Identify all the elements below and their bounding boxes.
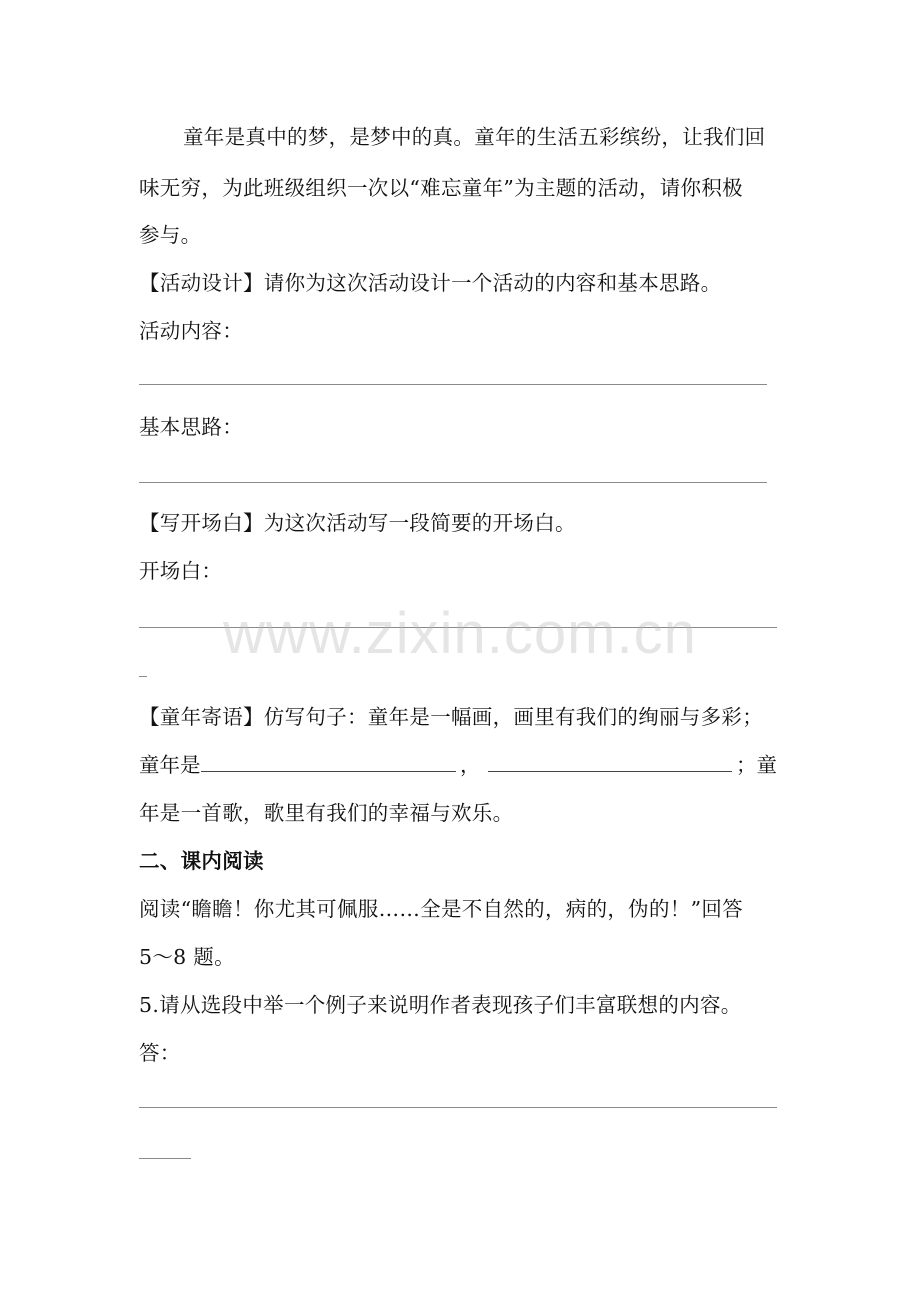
- reading-instruction-line-2: 5～8 题。: [139, 945, 235, 969]
- answer-line[interactable]: [139, 1107, 777, 1108]
- imitation-trail: 童: [756, 753, 777, 777]
- question-5: 5.请从选段中举一个例子来说明作者表现孩子们丰富联想的内容。: [139, 993, 742, 1017]
- answer-label: 答：: [139, 1041, 181, 1065]
- opening-label: 开场白：: [139, 559, 223, 583]
- activity-design-prompt: 【活动设计】请你为这次活动设计一个活动的内容和基本思路。: [139, 271, 722, 295]
- paragraph-line-2: 味无穷，为此班级组织一次以“难忘童年”为主题的活动，请你积极: [139, 176, 743, 200]
- activity-content-answer-line[interactable]: [139, 384, 767, 385]
- imitation-lead: 童年是: [139, 753, 201, 777]
- imitation-blank-1[interactable]: [201, 753, 456, 772]
- opening-answer-line-tail: [139, 676, 147, 677]
- imitation-comma: ，: [459, 753, 481, 777]
- opening-answer-line[interactable]: [139, 627, 777, 628]
- basic-idea-label: 基本思路：: [139, 415, 243, 439]
- watermark: www.zixin.com.cn: [223, 601, 697, 666]
- imitation-blank-2[interactable]: [488, 753, 732, 772]
- reading-instruction-line-1: 阅读“瞻瞻！你尤其可佩服……全是不自然的，病的，伪的！”回答: [139, 897, 743, 921]
- paragraph-line-1: 童年是真中的梦，是梦中的真。童年的生活五彩缤纷，让我们回: [183, 125, 766, 149]
- basic-idea-answer-line[interactable]: [139, 482, 767, 483]
- childhood-message-prompt: 【童年寄语】仿写句子：童年是一幅画，画里有我们的绚丽与多彩；: [139, 705, 763, 729]
- imitation-semicolon: ；: [736, 753, 757, 777]
- opening-prompt: 【写开场白】为这次活动写一段简要的开场白。: [139, 511, 576, 535]
- paragraph-line-3: 参与。: [139, 223, 202, 247]
- section-2-heading: 二、课内阅读: [139, 849, 264, 873]
- answer-line-tail: [139, 1158, 191, 1159]
- childhood-message-line-3: 年是一首歌，歌里有我们的幸福与欢乐。: [139, 801, 514, 825]
- imitation-sentence-row: [139, 751, 777, 779]
- activity-content-label: 活动内容：: [139, 319, 243, 343]
